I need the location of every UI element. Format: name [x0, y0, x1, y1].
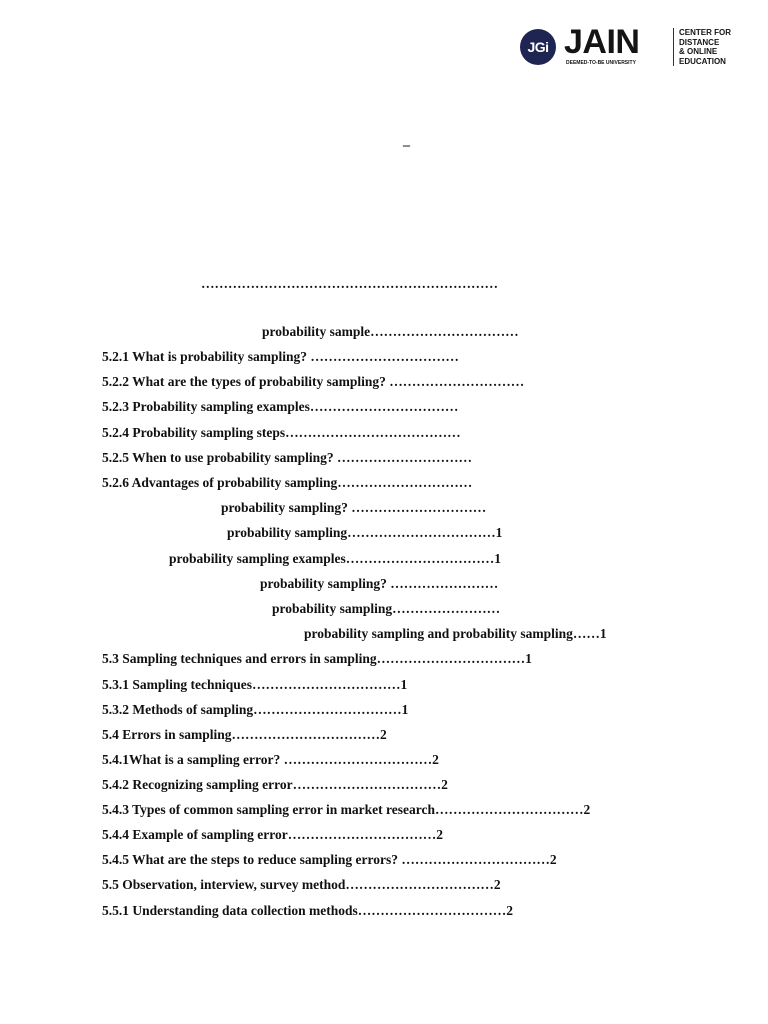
toc-entry: 5.3.2 Methods of sampling……………………………1 [102, 702, 409, 717]
toc-entry: 5.5 Observation, interview, survey method……………………………2 [102, 877, 501, 892]
toc-entry: 5.5.1 Understanding data collection methods……………………………2 [102, 903, 514, 918]
jgi-badge: JGi [520, 29, 556, 65]
logo-division-line: CENTER FOR [679, 28, 731, 37]
toc-entry: 5.2.4 Probability sampling steps………………………………… [102, 425, 461, 440]
toc-entry: 5.3.1 Sampling techniques……………………………1 [102, 677, 408, 692]
toc-entry: probability sampling examples……………………………1 [169, 551, 502, 566]
toc-entry: 5.4.3 Types of common sampling error in market research……………………………2 [102, 802, 591, 817]
toc-entry: probability sampling and probability sampling……1 [304, 626, 607, 641]
heading-leader: ………………………………………………………… [201, 276, 498, 291]
toc-entry: probability sampling…………………… [272, 601, 501, 616]
toc-entry: probability sampling……………………………1 [227, 525, 503, 540]
toc-entry: probability sampling? …………………… [260, 576, 499, 591]
toc-entry: 5.4.4 Example of sampling error……………………………2 [102, 827, 443, 842]
header-dash: – [403, 138, 410, 153]
university-logo [518, 23, 738, 70]
toc-entry: probability sampling? ………………………… [221, 500, 487, 515]
toc-entry: 5.2.6 Advantages of probability sampling………………………… [102, 475, 473, 490]
logo-tagline: DEEMED-TO-BE UNIVERSITY [566, 60, 636, 66]
logo-wordmark: JAIN [564, 23, 640, 61]
logo-division-line: DISTANCE [679, 37, 720, 47]
toc-entry: 5.4 Errors in sampling……………………………2 [102, 727, 387, 742]
toc-entry: 5.2.2 What are the types of probability sampling? ………………………… [102, 374, 525, 389]
logo-division-line: EDUCATION [679, 56, 726, 66]
toc-entry: 5.2.5 When to use probability sampling? ………………………… [102, 450, 473, 465]
toc-entry: 5.4.5 What are the steps to reduce sampling errors? ……………………………2 [102, 852, 557, 867]
logo-division-line: & ONLINE [679, 47, 718, 56]
toc-entry: 5.3 Sampling techniques and errors in sampling……………………………1 [102, 651, 532, 666]
toc-entry: 5.4.1What is a sampling error? ……………………………2 [102, 752, 439, 767]
logo-divider [673, 28, 674, 66]
logo-division [679, 28, 731, 66]
toc-entry: 5.4.2 Recognizing sampling error……………………………2 [102, 777, 448, 792]
toc-entry: probability sample…………………………… [262, 324, 519, 339]
toc-entry: 5.2.1 What is probability sampling? …………………………… [102, 349, 459, 364]
toc-entry: 5.2.3 Probability sampling examples…………………………… [102, 399, 459, 414]
